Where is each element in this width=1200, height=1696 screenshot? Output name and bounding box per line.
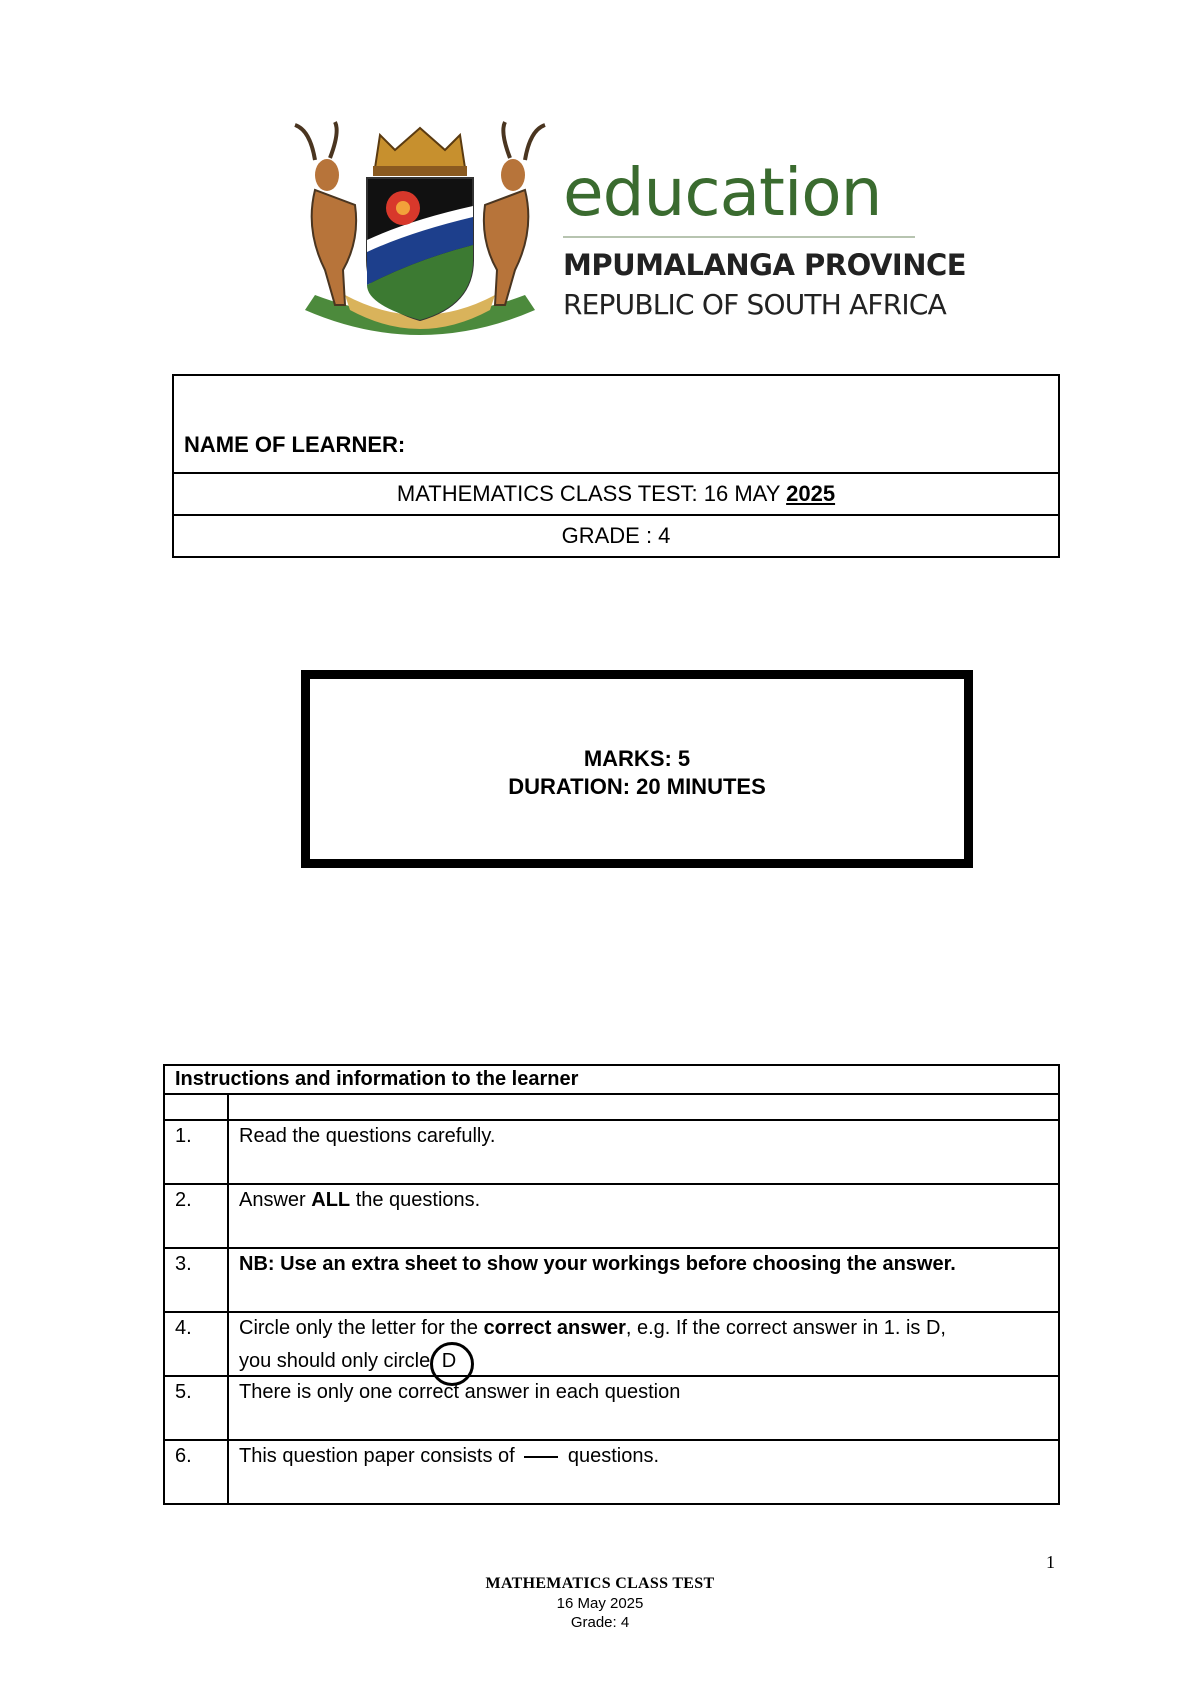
duration-label: DURATION: 20 MINUTES (508, 774, 766, 799)
footer-grade: Grade: 4 (570, 1614, 630, 1631)
footer-title: MATHEMATICS CLASS TEST (485, 1575, 715, 1592)
table-row (164, 1120, 1059, 1184)
instruction-text: There is only one correct answer in each question (228, 1376, 1059, 1440)
table-row (164, 1248, 1059, 1312)
test-title-cell (173, 473, 1059, 515)
instruction-text: Read the questions carefully. (228, 1120, 1059, 1184)
instruction-number: 4. (164, 1312, 228, 1376)
logo-divider (563, 236, 915, 238)
test-title: MATHEMATICS CLASS TEST: 16 MAY (396, 481, 780, 506)
coat-of-arms-icon (285, 120, 555, 350)
circled-answer-example: D (436, 1350, 462, 1373)
learner-name-label: NAME OF LEARNER: (184, 432, 406, 457)
instruction-text: This question paper consists of questions. (228, 1440, 1059, 1504)
instruction-number: 2. (164, 1184, 228, 1248)
logo-country: REPUBLIC OF SOUTH AFRICA (563, 288, 946, 321)
grade-label: GRADE : 4 (561, 523, 671, 548)
instruction-number: 5. (164, 1376, 228, 1440)
table-row (164, 1094, 1059, 1120)
marks-box (301, 670, 973, 868)
instruction-text: NB: Use an extra sheet to show your workings before choosing the answer. (228, 1248, 1059, 1312)
table-row (164, 1184, 1059, 1248)
blank-line (524, 1456, 558, 1458)
logo-education-word: education (563, 154, 882, 231)
instruction-text: Answer ALL the questions. (228, 1184, 1059, 1248)
footer-date: 16 May 2025 (556, 1595, 644, 1612)
instructions-heading: Instructions and information to the learner (164, 1065, 1059, 1094)
logo-province: MPUMALANGA PROVINCE (563, 248, 967, 282)
instruction-number: 3. (164, 1248, 228, 1312)
department-logo (285, 120, 967, 350)
instruction-number: 1. (164, 1120, 228, 1184)
table-row (164, 1376, 1059, 1440)
grade-cell (173, 515, 1059, 557)
learner-header-table (172, 374, 1060, 558)
table-row (164, 1312, 1059, 1376)
table-row (164, 1440, 1059, 1504)
marks-label: MARKS: 5 (583, 746, 691, 771)
test-year: 2025 (786, 481, 836, 506)
instruction-number: 6. (164, 1440, 228, 1504)
instruction-text: Circle only the letter for the correct answer, e.g. If the correct answer in 1. is D, you should only circle D (228, 1312, 1059, 1376)
page-number: 1 (1046, 1552, 1055, 1572)
instructions-table (163, 1064, 1060, 1505)
page-footer (0, 1575, 1200, 1631)
logo-wordmark (563, 154, 967, 321)
learner-name-field[interactable] (173, 375, 1059, 473)
